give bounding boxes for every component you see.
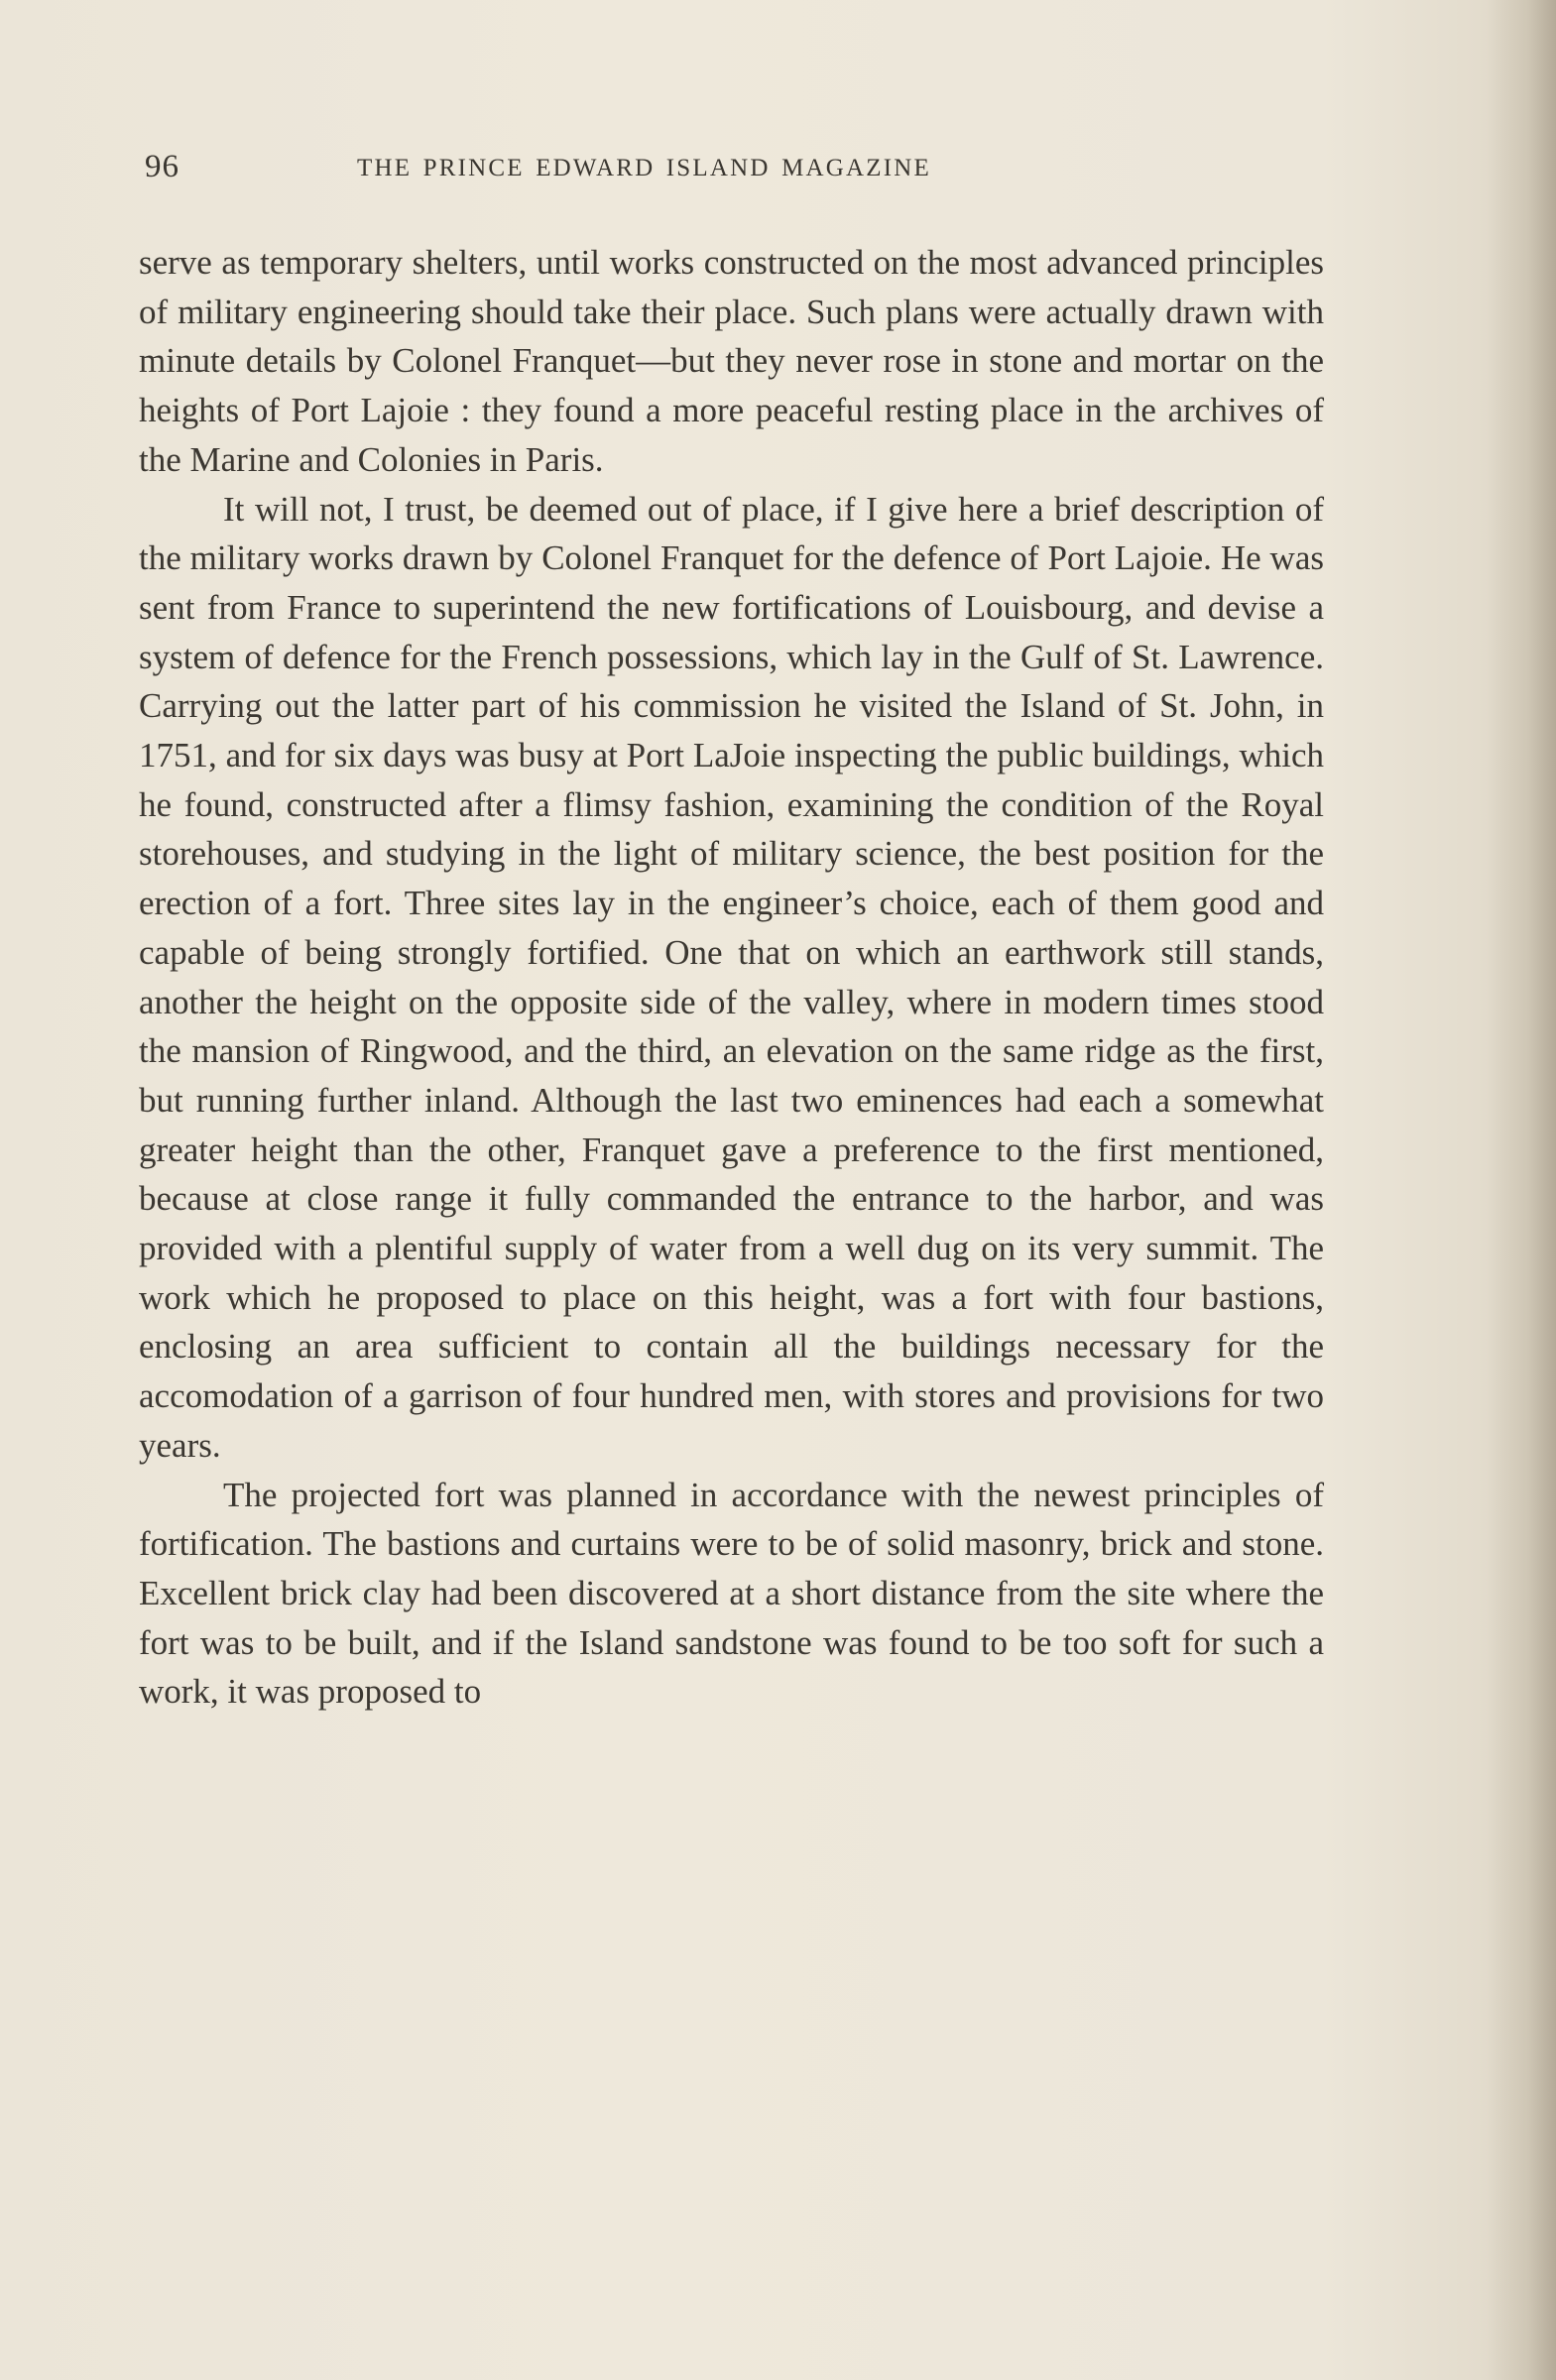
page-edge-shadow	[1487, 0, 1556, 2380]
paragraph-continued: serve as temporary shelters, until works constructed on the most advanced principles of military engineering should take their place. Such plans were actually drawn with minute details by Colonel Franquet—but they never rose in stone and mortar on the heights of Port Lajoie : they found a more peaceful resting place in the archives of the Marine and Colonies in Paris.	[139, 243, 1324, 479]
body-text	[139, 238, 1324, 1717]
paragraph-franquet-description: It will not, I trust, be deemed out of place, if I give here a brief description of the military works drawn by Colonel Franquet for the defence of Port Lajoie. He was sent from France to superintend the new fortifications of Louisbourg, and devise a system of defence for the French possessions, which lay in the Gulf of St. Lawrence. Carrying out the latter part of his commission he visited the Island of St. John, in 1751, and for six days was busy at Port LaJoie inspecting the public buildings, which he found, constructed after a flimsy fashion, examining the condition of the Royal storehouses, and studying in the light of military science, the best position for the erection of a fort. Three sites lay in the engineer’s choice, each of them good and capable of being strongly fortified. One that on which an earthwork still stands, another the height on the opposite side of the valley, where in modern times stood the mansion of Ringwood, and the third, an elevation on the same ridge as the first, but running further inland. Although the last two eminences had each a somewhat greater height than the other, Franquet gave a preference to the first mentioned, because at close range it fully commanded the entrance to the harbor, and was provided with a plentiful supply of water from a well dug on its very summit. The work which he proposed to place on this height, was a fort with four bastions, enclosing an area sufficient to contain all the buildings necessary for the accomodation of a garrison of four hundred men, with stores and provisions for two years.	[139, 489, 1324, 1465]
running-title: THE PRINCE EDWARD ISLAND MAGAZINE	[357, 155, 932, 181]
paragraph-projected-fort: The projected fort was planned in accordance with the newest principles of fortification. The bastions and curtains were to be of solid masonry, brick and stone. Excellent brick clay had been discovered at a short distance from the site where the fort was to be built, and if the Island sandstone was found to be too soft for such a work, it was proposed to	[139, 1475, 1324, 1712]
page-number: 96	[145, 149, 180, 184]
running-header	[139, 149, 1131, 198]
